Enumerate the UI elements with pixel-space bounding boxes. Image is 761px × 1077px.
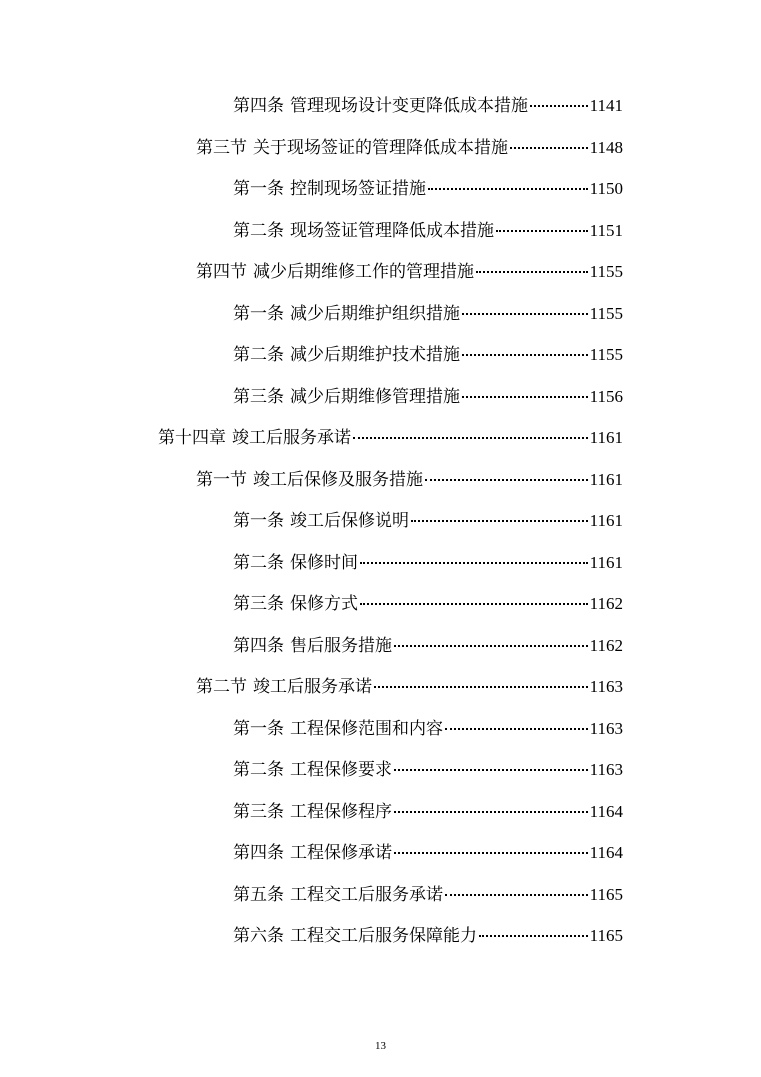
toc-entry-page: 1162 [589, 594, 623, 613]
toc-dot-leader [353, 421, 588, 443]
toc-entry-number: 第一条 [233, 511, 284, 531]
toc-entry-page: 1155 [589, 304, 623, 323]
toc-entry[interactable] [233, 712, 623, 739]
toc-entry[interactable] [233, 795, 623, 822]
toc-entry[interactable] [233, 504, 623, 531]
toc-entry[interactable] [196, 463, 623, 490]
page-number: 13 [375, 1040, 386, 1052]
toc-dot-leader [411, 504, 588, 526]
toc-entry-number: 第二条 [233, 760, 284, 780]
toc-entry-title: 竣工后服务承诺 [253, 677, 372, 697]
toc-entry-number: 第十四章 [158, 428, 226, 448]
toc-dot-leader [462, 380, 588, 402]
toc-dot-leader [479, 919, 588, 941]
toc-entry[interactable] [233, 380, 623, 407]
toc-entry-title: 保修方式 [290, 594, 358, 614]
toc-entry-number: 第四条 [233, 636, 284, 656]
toc-entry[interactable] [233, 338, 623, 365]
toc-entry-title: 减少后期维护技术措施 [290, 345, 460, 365]
toc-entry-title: 工程保修承诺 [290, 843, 392, 863]
toc-entry-number: 第三条 [233, 594, 284, 614]
toc-entry-number: 第三条 [233, 802, 284, 822]
toc-dot-leader [360, 546, 588, 568]
toc-dot-leader [445, 712, 588, 734]
toc-entry[interactable] [233, 919, 623, 946]
toc-entry-number: 第三条 [233, 387, 284, 407]
toc-entry-number: 第二条 [233, 553, 284, 573]
toc-entry[interactable] [196, 670, 623, 697]
toc-dot-leader [462, 338, 588, 360]
toc-entry-number: 第六条 [233, 926, 284, 946]
toc-entry-title: 控制现场签证措施 [290, 179, 426, 199]
toc-entry-title: 减少后期维修工作的管理措施 [253, 262, 474, 282]
toc-entry-title: 关于现场签证的管理降低成本措施 [253, 138, 508, 158]
toc-entry-title: 竣工后保修及服务措施 [253, 470, 423, 490]
toc-entry-page: 1155 [589, 262, 623, 281]
toc-entry[interactable] [233, 587, 623, 614]
toc-entry-page: 1141 [589, 96, 623, 115]
toc-entry-number: 第一条 [233, 719, 284, 739]
toc-dot-leader [394, 753, 588, 775]
toc-entry-title: 减少后期维修管理措施 [290, 387, 460, 407]
toc-dot-leader [428, 172, 588, 194]
toc-dot-leader [476, 255, 588, 277]
toc-entry-title: 售后服务措施 [290, 636, 392, 656]
toc-entry-title: 工程保修程序 [290, 802, 392, 822]
toc-entry-number: 第二条 [233, 221, 284, 241]
toc-entry-page: 1151 [589, 221, 623, 240]
toc-entry-page: 1148 [589, 138, 623, 157]
toc-entry-page: 1161 [589, 470, 623, 489]
toc-entry-page: 1164 [589, 843, 623, 862]
toc-entry-page: 1165 [589, 885, 623, 904]
toc-entry[interactable] [196, 131, 623, 158]
toc-entry-page: 1163 [589, 719, 623, 738]
toc-entry-page: 1162 [589, 636, 623, 655]
toc-entry-page: 1165 [589, 926, 623, 945]
toc-entry[interactable] [233, 214, 623, 241]
toc-dot-leader [530, 89, 588, 111]
toc-dot-leader [425, 463, 588, 485]
toc-entry-page: 1155 [589, 345, 623, 364]
toc-entry-page: 1163 [589, 760, 623, 779]
toc-entry-number: 第五条 [233, 885, 284, 905]
toc-entry-page: 1156 [589, 387, 623, 406]
toc-entry[interactable] [233, 878, 623, 905]
toc-entry-title: 工程交工后服务承诺 [290, 885, 443, 905]
toc-entry[interactable] [233, 546, 623, 573]
toc-entry-page: 1163 [589, 677, 623, 696]
toc-dot-leader [394, 629, 588, 651]
toc-entry-number: 第四条 [233, 843, 284, 863]
toc-dot-leader [360, 587, 588, 609]
toc-entry-page: 1161 [589, 511, 623, 530]
toc-entry[interactable] [233, 89, 623, 116]
toc-dot-leader [394, 795, 588, 817]
toc-entry-number: 第二节 [196, 677, 247, 697]
toc-entry[interactable] [196, 255, 623, 282]
toc-entry-number: 第二条 [233, 345, 284, 365]
toc-entry-title: 工程保修要求 [290, 760, 392, 780]
toc-dot-leader [462, 297, 588, 319]
toc-dot-leader [374, 670, 588, 692]
toc-entry-number: 第四节 [196, 262, 247, 282]
toc-entry-page: 1161 [589, 553, 623, 572]
toc-entry-page: 1161 [589, 428, 623, 447]
toc-entry[interactable] [158, 421, 623, 448]
toc-dot-leader [510, 131, 588, 153]
toc-entry[interactable] [233, 836, 623, 863]
toc-entry-title: 现场签证管理降低成本措施 [290, 221, 494, 241]
toc-entry-number: 第一条 [233, 304, 284, 324]
toc-dot-leader [394, 836, 588, 858]
toc-entry-title: 减少后期维护组织措施 [290, 304, 460, 324]
toc-entry-title: 管理现场设计变更降低成本措施 [290, 96, 528, 116]
toc-entry[interactable] [233, 172, 623, 199]
toc-entry-number: 第一条 [233, 179, 284, 199]
toc-entry-number: 第三节 [196, 138, 247, 158]
toc-entry-title: 竣工后保修说明 [290, 511, 409, 531]
toc-entry-title: 工程保修范围和内容 [290, 719, 443, 739]
toc-dot-leader [445, 878, 588, 900]
toc-entry[interactable] [233, 297, 623, 324]
toc-entry-title: 竣工后服务承诺 [232, 428, 351, 448]
toc-entry[interactable] [233, 753, 623, 780]
toc-entry[interactable] [233, 629, 623, 656]
toc-entry-page: 1150 [589, 179, 623, 198]
toc-entry-title: 保修时间 [290, 553, 358, 573]
toc-entry-number: 第一节 [196, 470, 247, 490]
toc-entry-title: 工程交工后服务保障能力 [290, 926, 477, 946]
toc-dot-leader [496, 214, 588, 236]
toc-entry-page: 1164 [589, 802, 623, 821]
toc-entry-number: 第四条 [233, 96, 284, 116]
